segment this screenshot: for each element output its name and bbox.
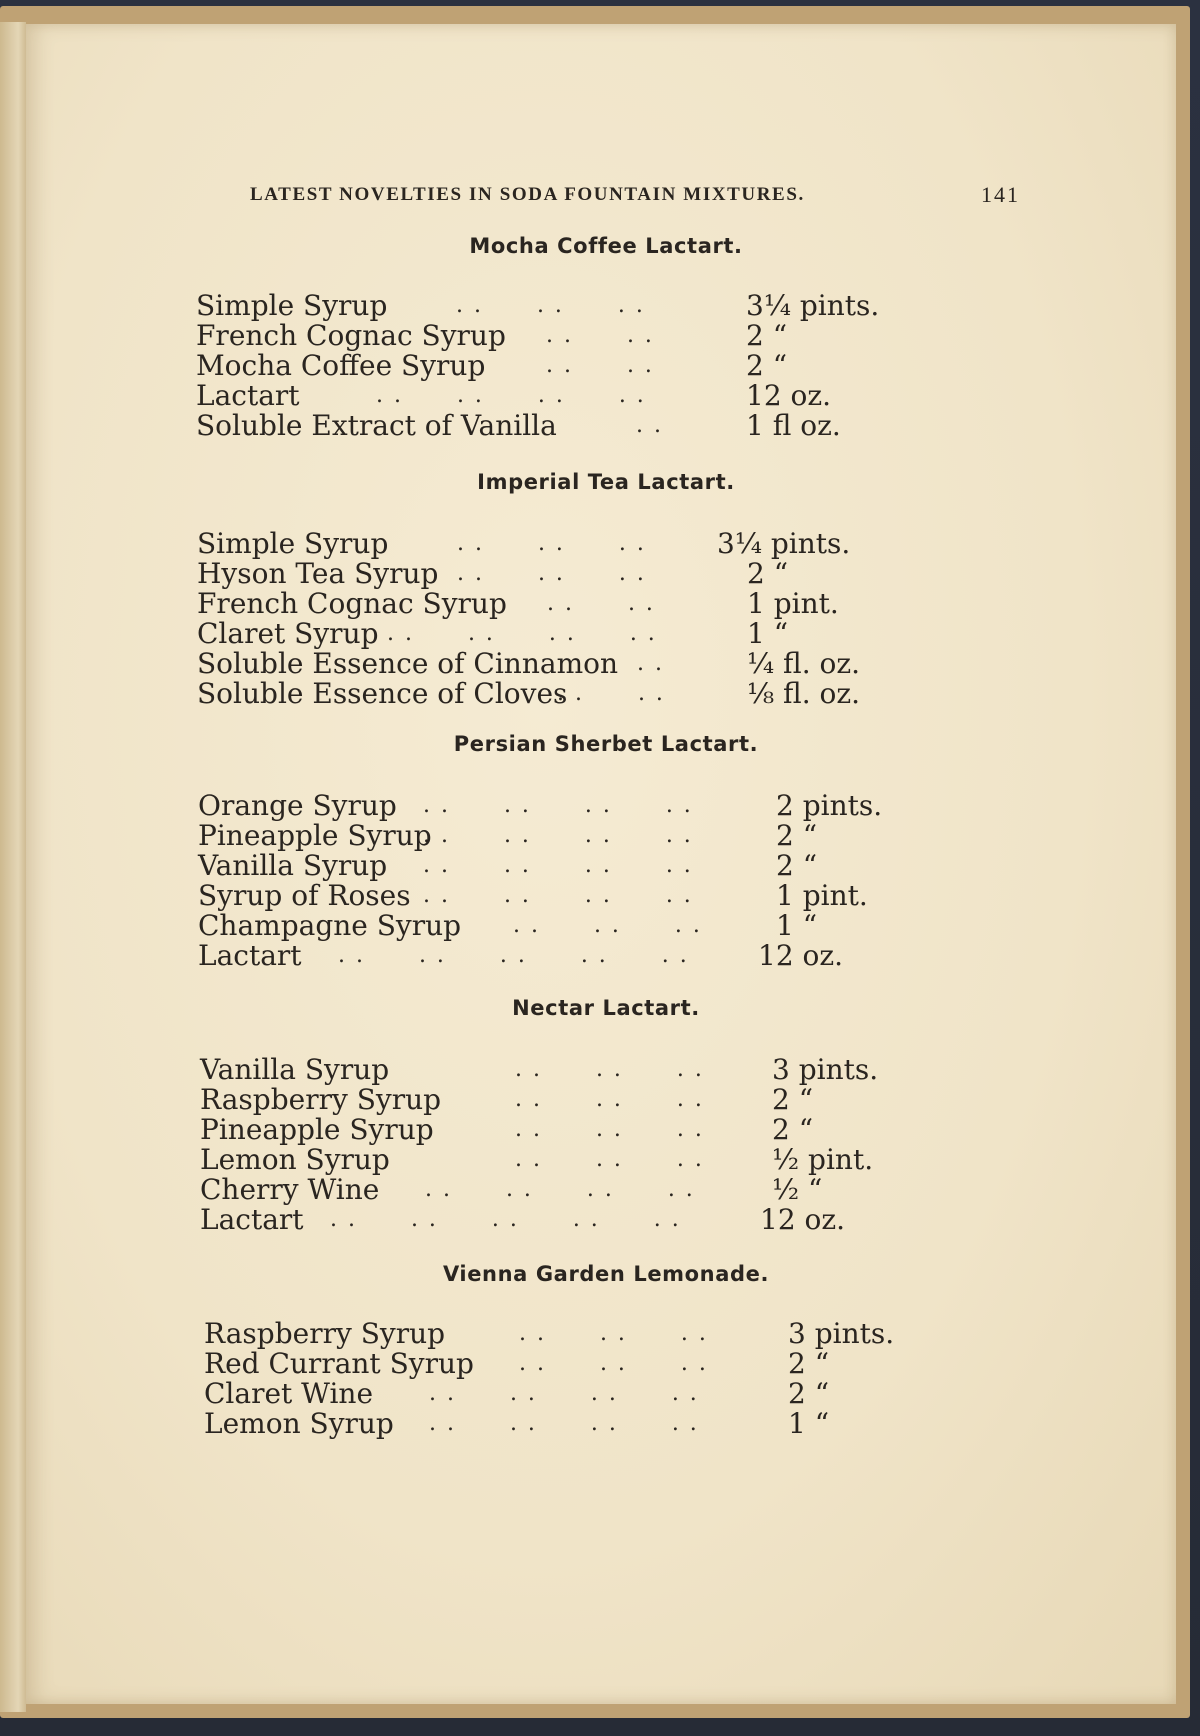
recipe-row: [198, 880, 978, 912]
leader-dots: . . . .: [547, 591, 655, 616]
recipe-row: [198, 790, 978, 822]
recipe-row: [200, 1114, 980, 1146]
leader-dots: . . . .: [557, 681, 665, 706]
quantity: 12 oz.: [760, 1203, 846, 1236]
ingredient-name: French Cognac Syrup: [196, 319, 506, 352]
leader-dots: . . . . . . . .: [423, 883, 693, 908]
quantity: 3¼ pints.: [717, 527, 851, 560]
recipe-row: [197, 678, 977, 710]
recipe-row: [196, 290, 976, 322]
leader-dots: . . . . . . . .: [423, 853, 693, 878]
recipe-row: [198, 910, 978, 942]
leader-dots: . .: [637, 651, 664, 676]
recipe-row: [197, 528, 977, 560]
ingredient-name: Cherry Wine: [200, 1173, 380, 1206]
quantity: 1 pint.: [776, 879, 868, 912]
recipe-row: [196, 410, 976, 442]
ingredient-name: Mocha Coffee Syrup: [196, 349, 486, 382]
section-heading: Nectar Lactart.: [512, 996, 700, 1020]
section-heading: Persian Sherbet Lactart.: [453, 732, 759, 756]
recipe-row: [196, 320, 976, 352]
ingredient-name: Lactart: [198, 939, 302, 972]
recipe-row: [196, 350, 976, 382]
quantity: 2 “: [772, 1113, 814, 1146]
ingredient-name: Claret Syrup: [197, 617, 379, 650]
ingredient-name: Simple Syrup: [197, 527, 389, 560]
recipe-row: [200, 1054, 980, 1086]
facing-page-edge: [0, 22, 26, 1712]
leader-dots: . . . . . . . .: [387, 621, 657, 646]
quantity: 1 fl oz.: [746, 409, 841, 442]
ingredient-name: Vanilla Syrup: [200, 1053, 390, 1086]
quantity: 1 “: [788, 1407, 830, 1440]
book-page: [26, 24, 1176, 1704]
leader-dots: . . . . . . . .: [423, 793, 693, 818]
recipe-row: [198, 820, 978, 852]
ingredient-name: Raspberry Syrup: [204, 1317, 446, 1350]
recipe-row: [197, 588, 977, 620]
ingredient-name: Soluble Essence of Cloves: [197, 677, 568, 710]
leader-dots: . . . . . . . .: [423, 823, 693, 848]
running-head-title: LATEST NOVELTIES IN SODA FOUNTAIN MIXTURES.: [250, 184, 805, 205]
recipe-row: [196, 380, 976, 412]
running-head: [250, 184, 1020, 214]
ingredient-name: Lemon Syrup: [204, 1407, 394, 1440]
quantity: 2 “: [746, 319, 788, 352]
ingredient-name: Claret Wine: [204, 1377, 374, 1410]
leader-dots: . . . . . .: [519, 1321, 708, 1346]
section-heading: Mocha Coffee Lactart.: [469, 234, 743, 258]
quantity: 12 oz.: [758, 939, 844, 972]
recipe-row: [204, 1408, 984, 1440]
ingredient-name: Red Currant Syrup: [204, 1347, 474, 1380]
quantity: 3 pints.: [772, 1053, 879, 1086]
ingredient-name: Lactart: [196, 379, 300, 412]
recipe-row: [204, 1348, 984, 1380]
quantity: 1 “: [776, 909, 818, 942]
quantity: 2 “: [788, 1347, 830, 1380]
section-heading: Vienna Garden Lemonade.: [442, 1262, 770, 1286]
quantity: 2 pints.: [776, 789, 883, 822]
recipe-row: [204, 1378, 984, 1410]
ingredient-name: Hyson Tea Syrup: [197, 557, 439, 590]
ingredient-name: Pineapple Syrup: [198, 819, 432, 852]
quantity: 2 “: [788, 1377, 830, 1410]
quantity: 2 “: [772, 1083, 814, 1116]
leader-dots: . . . . . .: [519, 1351, 708, 1376]
ingredient-name: Vanilla Syrup: [198, 849, 388, 882]
quantity: ½ pint.: [772, 1143, 874, 1176]
leader-dots: . . . . . .: [457, 531, 646, 556]
ingredient-name: Soluble Extract of Vanilla: [196, 409, 557, 442]
page-number: 141: [981, 182, 1020, 207]
recipe-row: [200, 1084, 980, 1116]
recipe-row: [200, 1174, 980, 1206]
quantity: 2 “: [776, 819, 818, 852]
ingredient-name: Pineapple Syrup: [200, 1113, 434, 1146]
ingredient-name: Orange Syrup: [198, 789, 397, 822]
quantity: 2 “: [776, 849, 818, 882]
quantity: ½ “: [772, 1173, 823, 1206]
quantity: 1 pint.: [747, 587, 839, 620]
recipe-row: [198, 940, 978, 972]
ingredient-name: Champagne Syrup: [198, 909, 462, 942]
recipe-row: [204, 1318, 984, 1350]
quantity: 2 “: [747, 557, 789, 590]
ingredient-name: French Cognac Syrup: [197, 587, 507, 620]
leader-dots: . . . .: [546, 323, 654, 348]
quantity: 12 oz.: [746, 379, 832, 412]
leader-dots: . . . . . . . .: [429, 1381, 699, 1406]
recipe-row: [197, 558, 977, 590]
leader-dots: . . . . . .: [513, 913, 702, 938]
ingredient-name: Lemon Syrup: [200, 1143, 390, 1176]
leader-dots: . . . . . . . .: [376, 383, 646, 408]
leader-dots: . . . . . . . .: [425, 1177, 695, 1202]
ingredient-name: Simple Syrup: [196, 289, 388, 322]
leader-dots: . . . . . .: [515, 1117, 704, 1142]
section-heading: Imperial Tea Lactart.: [477, 470, 735, 494]
recipe-row: [200, 1204, 980, 1236]
leader-dots: . . . . . .: [515, 1087, 704, 1112]
ingredient-name: Lactart: [200, 1203, 304, 1236]
ingredient-name: Syrup of Roses: [198, 879, 411, 912]
quantity: 2 “: [746, 349, 788, 382]
recipe-row: [198, 850, 978, 882]
leader-dots: . . . . . .: [515, 1147, 704, 1172]
leader-dots: . . . . . .: [515, 1057, 704, 1082]
recipe-row: [197, 648, 977, 680]
quantity: 1 “: [747, 617, 789, 650]
leader-dots: . . . . . . . . . .: [338, 943, 689, 968]
ingredient-name: Raspberry Syrup: [200, 1083, 442, 1116]
ingredient-name: Soluble Essence of Cinnamon: [197, 647, 619, 680]
leader-dots: . . . . . . . .: [429, 1411, 699, 1436]
quantity: ⅛ fl. oz.: [747, 677, 861, 710]
quantity: ¼ fl. oz.: [747, 647, 861, 680]
leader-dots: . . . . . .: [456, 293, 645, 318]
leader-dots: . . . .: [546, 353, 654, 378]
quantity: 3 pints.: [788, 1317, 895, 1350]
quantity: 3¼ pints.: [746, 289, 880, 322]
leader-dots: . . . . . . . . . .: [330, 1207, 681, 1232]
leader-dots: . . . . . .: [457, 561, 646, 586]
recipe-row: [197, 618, 977, 650]
recipe-row: [200, 1144, 980, 1176]
leader-dots: . .: [636, 413, 663, 438]
